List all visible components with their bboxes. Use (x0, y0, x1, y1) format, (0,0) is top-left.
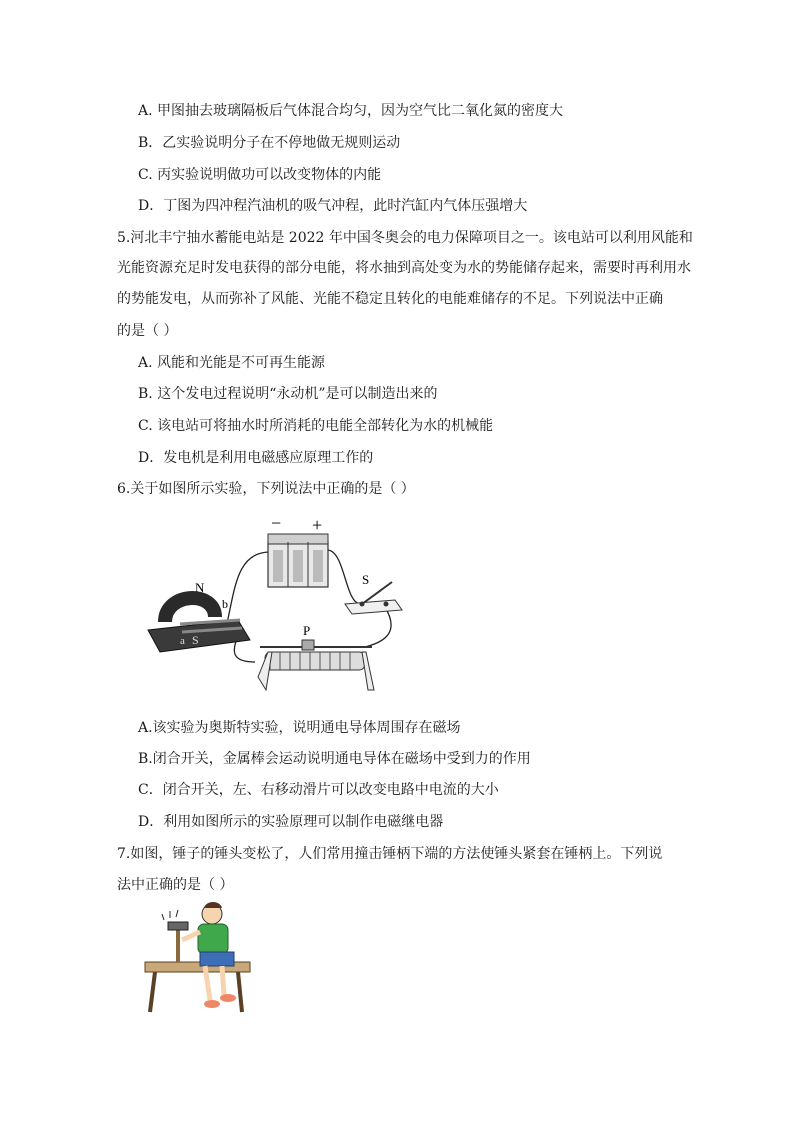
q4-option-b: B．乙实验说明分子在不停地做无规则运动 (138, 135, 401, 151)
hammer-icon (162, 910, 188, 962)
rheostat-icon (258, 640, 374, 690)
battery-plus-label: + (312, 515, 323, 535)
q6-option-c: C．闭合开关，左、右移动滑片可以改变电路中电流的大小 (138, 782, 499, 798)
bench-icon (145, 962, 250, 1012)
q7-stem-line-1: 7.如图，锤子的锤头变松了，人们常用撞击锤柄下端的方法使锤头紧套在锤柄上。下列说 (117, 846, 663, 862)
magnet-s-label: S (192, 633, 199, 647)
q5-stem-line-1: 5.河北丰宁抽水蓄能电站是 2022 年中国冬奥会的电力保障项目之一。该电站可以利用风能和 (117, 230, 693, 246)
q6-stem: 6.关于如图所示实验，下列说法中正确的是（ ） (117, 481, 415, 497)
person-icon (182, 902, 236, 1008)
q7-hammer-figure (140, 900, 270, 1020)
q4-option-c: C. 丙实验说明做功可以改变物体的内能 (138, 167, 382, 183)
slider-label: P (303, 623, 311, 638)
q5-option-b: B. 这个发电过程说明“永动机”是可以制造出来的 (138, 386, 438, 402)
q4-option-d: D．丁图为四冲程汽油机的吸气冲程，此时汽缸内气体压强增大 (138, 198, 528, 214)
rod-b-label: b (222, 597, 228, 611)
battery-icon (268, 534, 328, 587)
q5-stem-line-3: 的势能发电，从而弥补了风能、光能不稳定且转化的电能难储存的不足。下列说法中正确 (117, 291, 663, 307)
magnet-n-label: N (195, 580, 205, 595)
q5-option-d: D．发电机是利用电磁感应原理工作的 (138, 450, 374, 466)
q7-stem-line-2: 法中正确的是（ ） (117, 877, 234, 893)
switch-label: S (362, 572, 370, 587)
q6-option-d: D．利用如图所示的实验原理可以制作电磁继电器 (138, 814, 444, 830)
q4-option-a: A. 甲图抽去玻璃隔板后气体混合均匀，因为空气比二氧化氮的密度大 (138, 103, 564, 119)
q6-option-a: A.该实验为奥斯特实验，说明通电导体周围存在磁场 (138, 720, 461, 736)
switch-icon (345, 582, 402, 614)
q6-circuit-figure (140, 512, 410, 697)
rod-a-label: a (180, 635, 185, 647)
q5-option-c: C. 该电站可将抽水时所消耗的电能全部转化为水的机械能 (138, 418, 494, 434)
q6-option-b: B.闭合开关，金属棒会运动说明通电导体在磁场中受到力的作用 (138, 751, 531, 767)
battery-minus-label: − (271, 513, 282, 533)
q5-stem-line-2: 光能资源充足时发电获得的部分电能，将水抽到高处变为水的势能储存起来，需要时再利用水 (117, 260, 691, 276)
q5-stem-line-4: 的是（ ） (117, 323, 178, 339)
q5-option-a: A. 风能和光能是不可再生能源 (138, 355, 326, 371)
